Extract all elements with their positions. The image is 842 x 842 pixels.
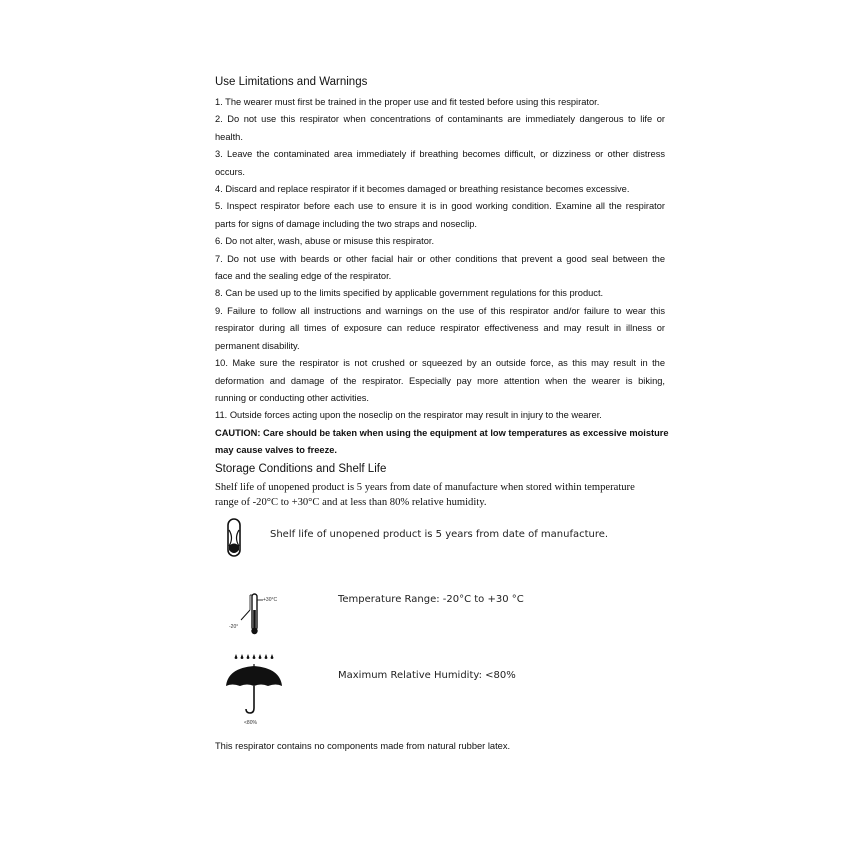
warning-line: face and the sealing edge of the respirator. xyxy=(215,271,392,281)
humidity-sub-label: <80% xyxy=(244,720,257,726)
warning-line: 6. Do not alter, wash, abuse or misuse this respirator. xyxy=(215,236,435,246)
warning-line: 3. Leave the contaminated area immediately if breathing becomes difficult, or dizziness or other distress xyxy=(215,149,665,159)
warning-line: respirator during all times of exposure can reduce respirator effectiveness and may result in illness or xyxy=(215,323,665,333)
warning-line: 5. Inspect respirator before each use to ensure it is in good working condition. Examine all the respirator xyxy=(215,201,665,211)
warning-line: running or conducting other activities. xyxy=(215,393,370,403)
warning-line: 7. Do not use with beards or other facial hair or other conditions that prevent a good seal between the xyxy=(215,254,665,264)
storage-line: Shelf life of unopened product is 5 years from date of manufacture when stored within temperature xyxy=(215,482,635,493)
umbrella-icon xyxy=(224,652,284,726)
caution-line: may cause valves to freeze. xyxy=(215,445,337,455)
warning-line: 10. Make sure the respirator is not crushed or squeezed by an outside force, as this may result in the xyxy=(215,358,665,368)
warning-line: 1. The wearer must first be trained in the proper use and fit tested before using this respirator. xyxy=(215,97,600,107)
warning-line: 2. Do not use this respirator when concentrations of contaminants are immediately dangerous to life or xyxy=(215,114,665,124)
temp-low-label: -20° xyxy=(229,624,239,630)
shelf-life-label: Shelf life of unopened product is 5 years from date of manufacture. xyxy=(270,529,609,540)
warning-line: 8. Can be used up to the limits specified by applicable government regulations for this product. xyxy=(215,288,604,298)
warning-line: 11. Outside forces acting upon the noseclip on the respirator may result in injury to the wearer. xyxy=(215,410,602,420)
warning-line: health. xyxy=(215,132,243,142)
temp-high-label: +30°C xyxy=(263,597,278,603)
section-title-use-limitations: Use Limitations and Warnings xyxy=(215,76,368,88)
humidity-label: Maximum Relative Humidity: <80% xyxy=(338,670,516,681)
storage-line: range of -20°C to +30°C and at less than 80% relative humidity. xyxy=(215,497,487,508)
warning-line: parts for signs of damage including the two straps and noseclip. xyxy=(215,219,478,229)
thermometer-icon xyxy=(228,590,288,638)
warning-line: deformation and damage of the respirator. Especially pay more attention when the wearer is biking, xyxy=(215,376,665,386)
warning-line: 9. Failure to follow all instructions and warnings on the use of this respirator and/or failure to wear this xyxy=(215,306,665,316)
temperature-range-label: Temperature Range: -20°C to +30 °C xyxy=(338,594,524,605)
caution-line: CAUTION: Care should be taken when using the equipment at low temperatures as excessive moisture xyxy=(215,428,669,438)
warning-line: 4. Discard and replace respirator if it becomes damaged or breathing resistance becomes excessive. xyxy=(215,184,630,194)
rain-drops xyxy=(235,654,274,659)
warning-line: occurs. xyxy=(215,167,245,177)
hourglass-icon xyxy=(226,518,242,558)
warning-line: permanent disability. xyxy=(215,341,300,351)
section-title-storage: Storage Conditions and Shelf Life xyxy=(215,463,387,475)
latex-statement: This respirator contains no components made from natural rubber latex. xyxy=(215,741,511,751)
